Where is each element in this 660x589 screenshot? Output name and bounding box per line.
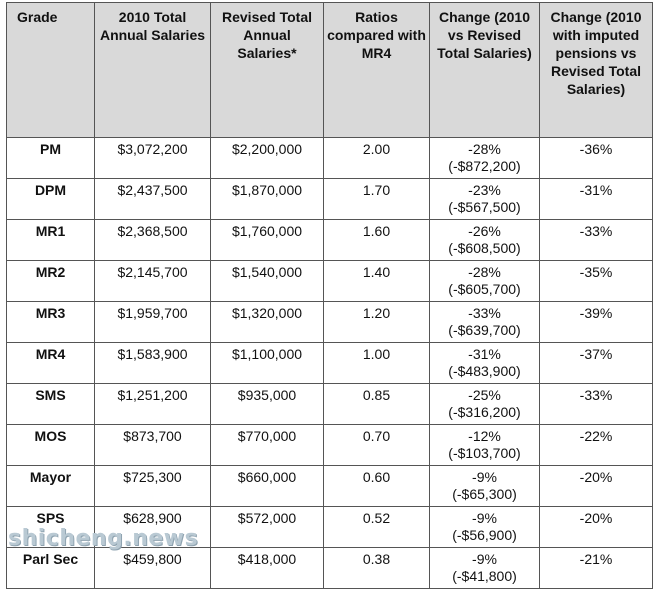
change-amount: (-$608,500) (448, 240, 521, 256)
change-amount: (-$483,900) (448, 363, 521, 379)
header-revised-salary: Revised Total Annual Salaries* (211, 3, 324, 138)
ratio-cell: 0.52 (324, 507, 430, 548)
change-pension-cell: -22% (540, 425, 653, 466)
table-row (7, 343, 653, 384)
table-row (7, 261, 653, 302)
ratio-cell: 1.00 (324, 343, 430, 384)
revised-salary-cell: $770,000 (211, 425, 324, 466)
revised-salary-cell: $660,000 (211, 466, 324, 507)
change-percent: -31% (468, 346, 501, 362)
change-cell (430, 220, 540, 261)
grade-cell: MR3 (7, 302, 95, 343)
grade-cell: Mayor (7, 466, 95, 507)
table-row (7, 302, 653, 343)
change-cell (430, 343, 540, 384)
revised-salary-cell: $1,320,000 (211, 302, 324, 343)
change-amount: (-$316,200) (448, 404, 521, 420)
change-pension-cell: -39% (540, 302, 653, 343)
table-row (7, 425, 653, 466)
salary-2010-cell: $725,300 (95, 466, 211, 507)
change-percent: -12% (468, 428, 501, 444)
ratio-cell: 0.70 (324, 425, 430, 466)
ratio-cell: 1.60 (324, 220, 430, 261)
change-pension-cell: -20% (540, 507, 653, 548)
salary-2010-cell: $2,145,700 (95, 261, 211, 302)
change-percent: -23% (468, 182, 501, 198)
table-row (7, 220, 653, 261)
header-salary-2010: 2010 Total Annual Salaries (95, 3, 211, 138)
salary-2010-cell: $1,959,700 (95, 302, 211, 343)
revised-salary-cell: $572,000 (211, 507, 324, 548)
change-amount: (-$65,300) (452, 486, 517, 502)
table-row (7, 138, 653, 179)
change-pension-cell: -33% (540, 384, 653, 425)
revised-salary-cell: $2,200,000 (211, 138, 324, 179)
change-pension-cell: -33% (540, 220, 653, 261)
change-amount: (-$872,200) (448, 158, 521, 174)
table-header-row (7, 3, 653, 138)
change-percent: -28% (468, 141, 501, 157)
revised-salary-cell: $1,760,000 (211, 220, 324, 261)
salary-2010-cell: $2,437,500 (95, 179, 211, 220)
ratio-cell: 1.70 (324, 179, 430, 220)
change-amount: (-$41,800) (452, 568, 517, 584)
change-percent: -25% (468, 387, 501, 403)
grade-cell: SPS (7, 507, 95, 548)
change-cell (430, 179, 540, 220)
change-amount: (-$605,700) (448, 281, 521, 297)
change-cell (430, 507, 540, 548)
change-percent: -9% (472, 510, 497, 526)
change-percent: -26% (468, 223, 501, 239)
grade-cell: Parl Sec (7, 548, 95, 589)
salary-2010-cell: $873,700 (95, 425, 211, 466)
change-cell (430, 548, 540, 589)
table-row (7, 179, 653, 220)
change-amount: (-$639,700) (448, 322, 521, 338)
change-cell (430, 138, 540, 179)
salary-2010-cell: $628,900 (95, 507, 211, 548)
change-cell (430, 302, 540, 343)
table-row (7, 384, 653, 425)
grade-cell: SMS (7, 384, 95, 425)
change-pension-cell: -20% (540, 466, 653, 507)
header-change: Change (2010 vs Revised Total Salaries) (430, 3, 540, 138)
change-percent: -9% (472, 551, 497, 567)
change-pension-cell: -36% (540, 138, 653, 179)
change-percent: -28% (468, 264, 501, 280)
header-change-pension: Change (2010 with imputed pensions vs Revised Total Salaries) (540, 3, 653, 138)
salary-2010-cell: $459,800 (95, 548, 211, 589)
ratio-cell: 2.00 (324, 138, 430, 179)
salary-2010-cell: $1,583,900 (95, 343, 211, 384)
revised-salary-cell: $935,000 (211, 384, 324, 425)
table-body (7, 138, 653, 589)
salary-table (6, 2, 653, 589)
change-cell (430, 384, 540, 425)
change-pension-cell: -35% (540, 261, 653, 302)
change-amount: (-$567,500) (448, 199, 521, 215)
revised-salary-cell: $418,000 (211, 548, 324, 589)
table-row (7, 466, 653, 507)
change-percent: -33% (468, 305, 501, 321)
revised-salary-cell: $1,540,000 (211, 261, 324, 302)
ratio-cell: 0.60 (324, 466, 430, 507)
change-amount: (-$56,900) (452, 527, 517, 543)
ratio-cell: 1.20 (324, 302, 430, 343)
salary-2010-cell: $2,368,500 (95, 220, 211, 261)
ratio-cell: 1.40 (324, 261, 430, 302)
change-cell (430, 261, 540, 302)
change-cell (430, 466, 540, 507)
watermark: shicheng.news (8, 526, 199, 551)
grade-cell: MOS (7, 425, 95, 466)
change-cell (430, 425, 540, 466)
grade-cell: MR4 (7, 343, 95, 384)
salary-2010-cell: $3,072,200 (95, 138, 211, 179)
grade-cell: MR2 (7, 261, 95, 302)
ratio-cell: 0.38 (324, 548, 430, 589)
table-row (7, 548, 653, 589)
change-percent: -9% (472, 469, 497, 485)
change-amount: (-$103,700) (448, 445, 521, 461)
change-pension-cell: -31% (540, 179, 653, 220)
header-ratio: Ratios compared with MR4 (324, 3, 430, 138)
revised-salary-cell: $1,870,000 (211, 179, 324, 220)
grade-cell: PM (7, 138, 95, 179)
grade-cell: DPM (7, 179, 95, 220)
grade-cell: MR1 (7, 220, 95, 261)
salary-2010-cell: $1,251,200 (95, 384, 211, 425)
header-grade: Grade (7, 3, 95, 138)
change-pension-cell: -37% (540, 343, 653, 384)
change-pension-cell: -21% (540, 548, 653, 589)
revised-salary-cell: $1,100,000 (211, 343, 324, 384)
ratio-cell: 0.85 (324, 384, 430, 425)
